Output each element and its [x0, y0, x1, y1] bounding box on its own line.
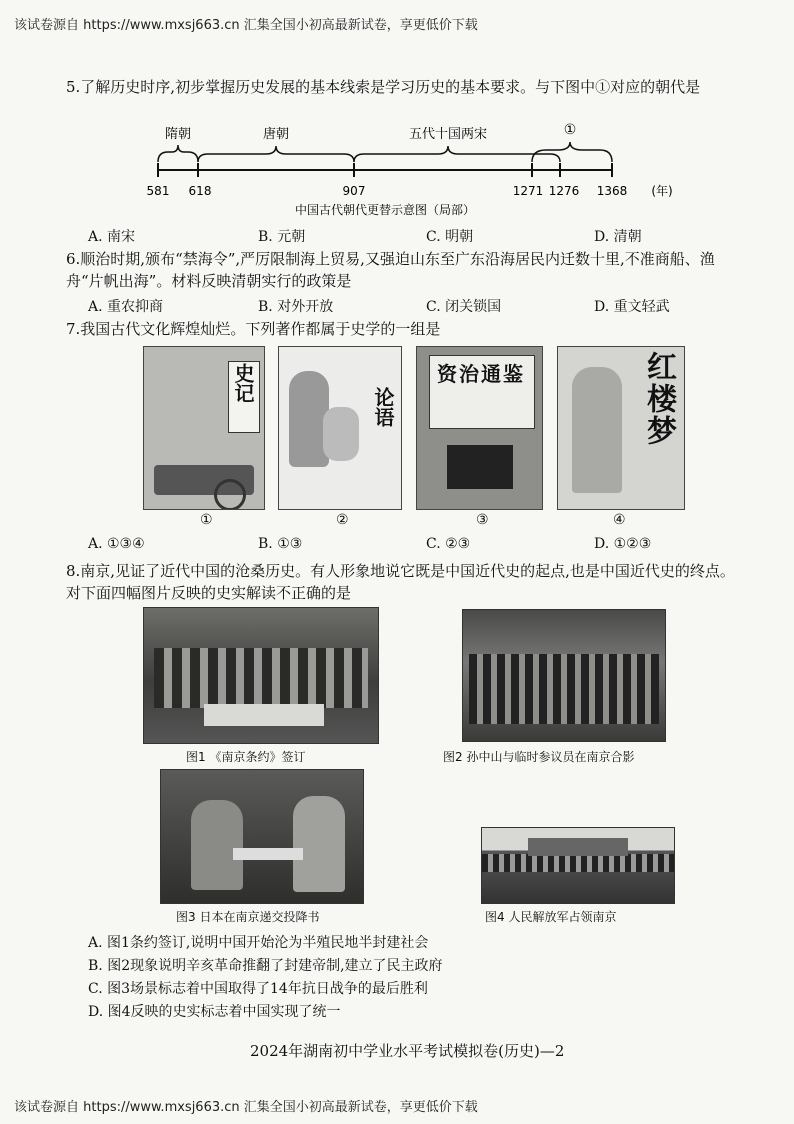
question-6-stem: 6.顺治时期,颁布“禁海令”,严厉限制海上贸易,又强迫山东至广东沿海居民内迁数十里,不准商船、渔舟“片帆出海”。材料反映清朝实行的政策是: [66, 250, 715, 290]
book-lunyu-title: 论语: [371, 387, 395, 427]
book-zizhitongjian-title: 资治通鉴: [437, 362, 525, 386]
figure-3-caption: 图3 日本在南京递交投降书: [176, 910, 320, 924]
label-tang: 唐朝: [262, 127, 290, 142]
book-lunyu-image: [278, 346, 402, 510]
year-581: 581: [146, 184, 170, 198]
q6-option-a: A. 重农抑商: [88, 299, 164, 315]
q8-option-c: C. 图3场景标志着中国取得了14年抗日战争的最后胜利: [88, 981, 428, 997]
question-8-stem: 8.南京,见证了近代中国的沧桑历史。有人形象地说它既是中国近代史的起点,也是中国近代史的终点。对下面四幅图片反映的史实解读不正确的是: [66, 562, 735, 602]
year-unit: (年): [651, 184, 673, 198]
q5-option-a: A. 南宋: [88, 229, 136, 245]
book-shiji-title: 史记: [231, 363, 255, 403]
q6-option-d: D. 重文轻武: [594, 299, 670, 315]
year-1368: 1368: [596, 184, 628, 198]
book-zizhitongjian-number: ③: [476, 512, 489, 528]
label-five-dynasties-song: 五代十国两宋: [408, 127, 488, 142]
q6-option-c: C. 闭关锁国: [426, 299, 502, 315]
question-5-stem: 5.了解历史时序,初步掌握历史发展的基本线索是学习历史的基本要求。与下图中①对应的朝代是: [66, 78, 701, 96]
q6-option-b: B. 对外开放: [258, 299, 334, 315]
q8-option-a: A. 图1条约签订,说明中国开始沦为半殖民地半封建社会: [88, 935, 429, 951]
year-907: 907: [342, 184, 366, 198]
figure-1-photo: [143, 607, 379, 744]
label-circle-1: ①: [563, 122, 577, 138]
brace-tang: [198, 146, 354, 162]
brace-five-dynasties-song: [354, 146, 560, 162]
book-hongloumeng-title: 红楼梦: [641, 351, 676, 447]
q7-option-a: A. ①③④: [88, 536, 145, 552]
q7-option-b: B. ①③: [258, 536, 303, 552]
q5-option-c: C. 明朝: [426, 229, 474, 245]
book-zizhitongjian-image: [416, 346, 543, 510]
figure-2-photo: [462, 609, 666, 742]
book-shiji-number: ①: [200, 512, 213, 528]
figure-4-photo: [481, 827, 675, 904]
brace-sui: [158, 145, 198, 162]
source-header: 该试卷源自 https://www.mxsj663.cn 汇集全国小初高最新试卷，享更低价下载: [14, 18, 478, 33]
q8-option-b: B. 图2现象说明辛亥革命推翻了封建帝制,建立了民主政府: [88, 958, 443, 974]
brace-circle-1: [532, 142, 612, 162]
figure-1-caption: 图1 《南京条约》签订: [186, 750, 306, 764]
year-1271: 1271: [512, 184, 544, 198]
timeline-caption: 中国古代朝代更替示意图（局部）: [294, 203, 476, 217]
figure-4-caption: 图4 人民解放军占领南京: [485, 910, 617, 924]
year-1276: 1276: [548, 184, 580, 198]
figure-3-photo: [160, 769, 364, 904]
book-hongloumeng-number: ④: [613, 512, 626, 528]
q7-option-d: D. ①②③: [594, 536, 652, 552]
source-footer: 该试卷源自 https://www.mxsj663.cn 汇集全国小初高最新试卷，享更低价下载: [14, 1100, 478, 1115]
book-shiji-image: [143, 346, 265, 510]
book-hongloumeng-image: [557, 346, 685, 510]
dynasty-timeline: [140, 118, 700, 223]
page-title: 2024年湖南初中学业水平考试模拟卷(历史)—2: [250, 1042, 565, 1060]
q5-option-d: D. 清朝: [594, 229, 642, 245]
figure-2-caption: 图2 孙中山与临时参议员在南京合影: [443, 750, 635, 764]
question-7-stem: 7.我国古代文化辉煌灿烂。下列著作都属于史学的一组是: [66, 320, 441, 338]
label-sui: 隋朝: [164, 127, 192, 142]
q5-option-b: B. 元朝: [258, 229, 306, 245]
year-618: 618: [188, 184, 212, 198]
q7-option-c: C. ②③: [426, 536, 471, 552]
book-lunyu-number: ②: [336, 512, 349, 528]
q8-option-d: D. 图4反映的史实标志着中国实现了统一: [88, 1004, 341, 1020]
